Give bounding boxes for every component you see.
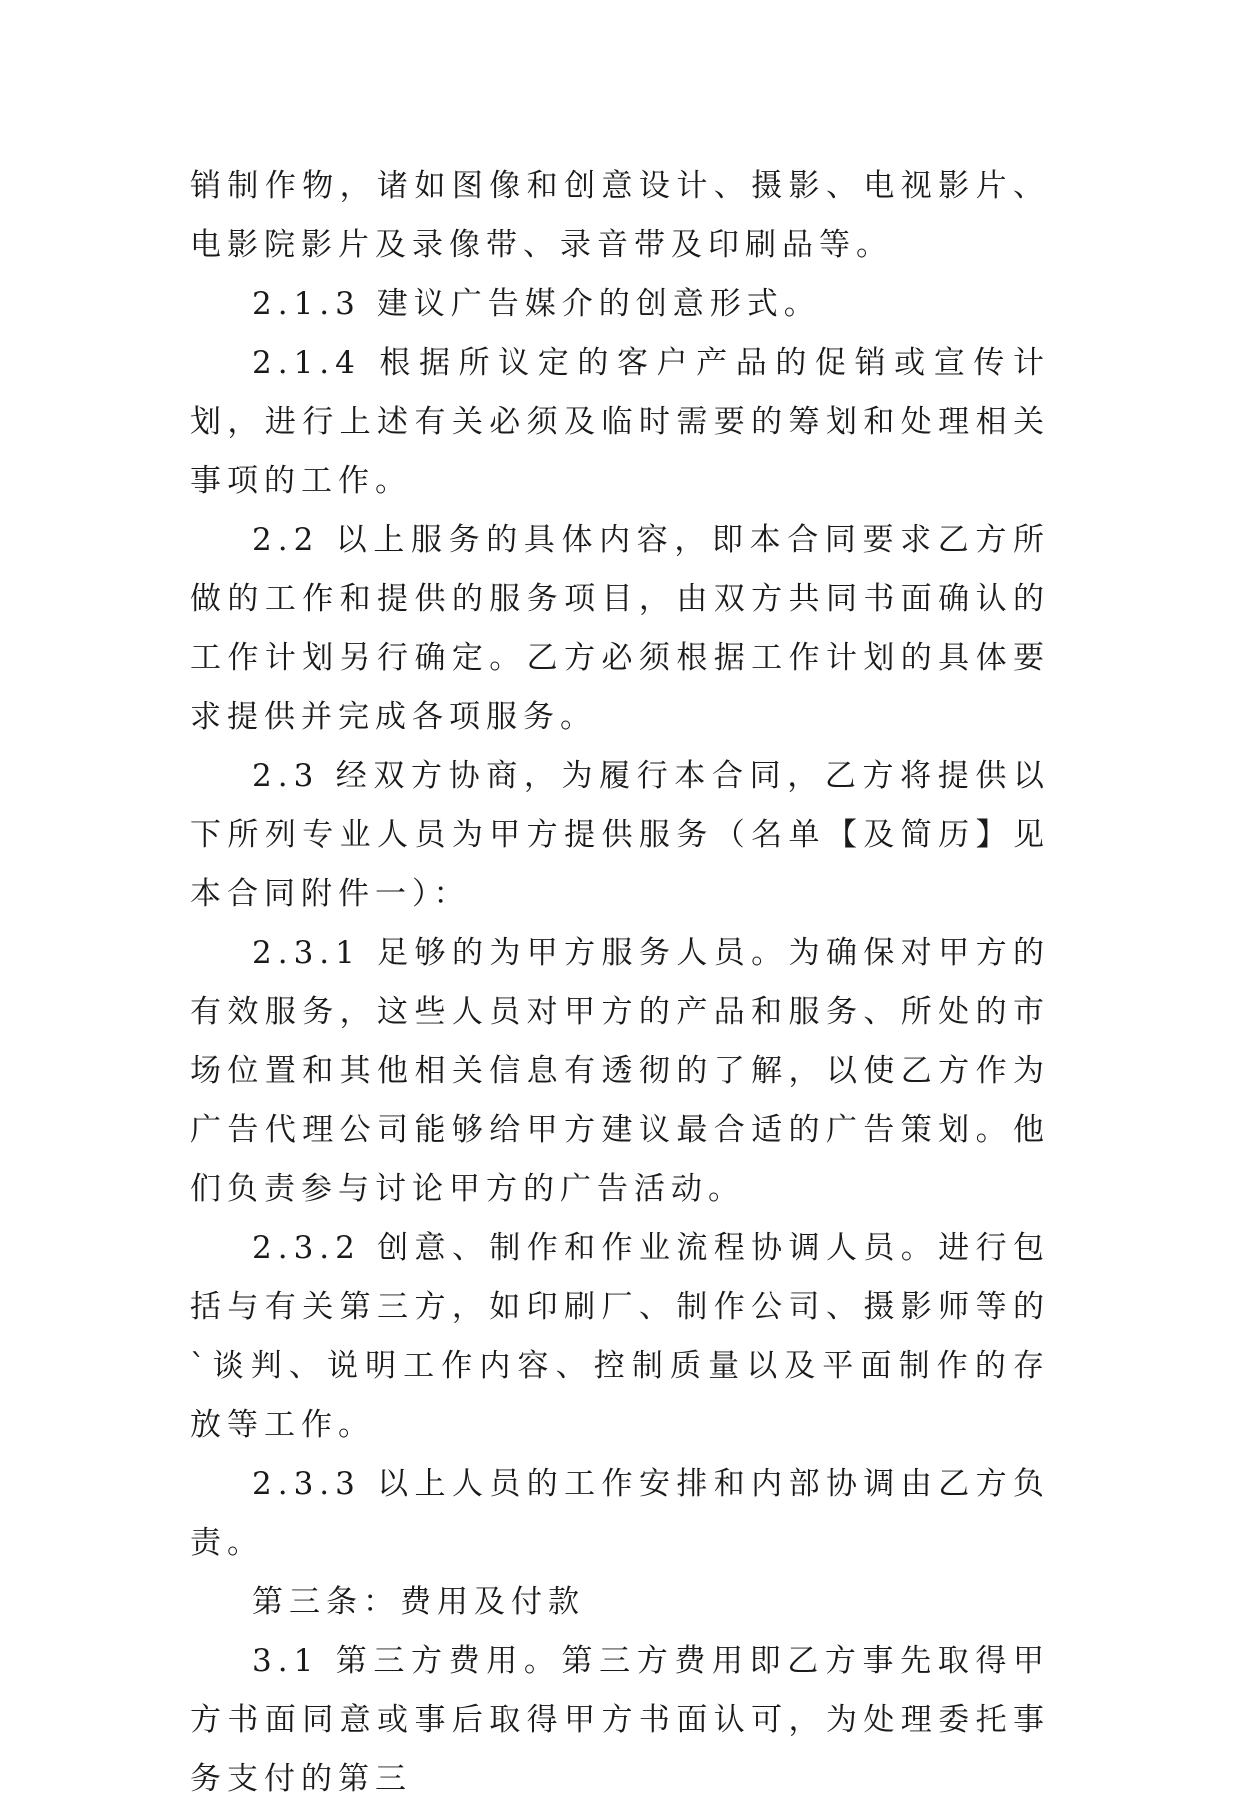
paragraph-3-1: 3.1 第三方费用。第三方费用即乙方事先取得甲方书面同意或事后取得甲方书面认可，为处理委托事务支付的第三 xyxy=(190,1643,1050,1797)
paragraph-2-3-2: 2.3.2 创意、制作和作业流程协调人员。进行包括与有关第三方，如印刷厂、制作公司、摄影师等的`谈判、说明工作内容、控制质量以及平面制作的存放等工作。 xyxy=(190,1230,1050,1443)
document-body xyxy=(190,157,1050,1809)
section-heading-article-3: 第三条：费用及付款 xyxy=(252,1584,585,1620)
paragraph-2-2: 2.2 以上服务的具体内容，即本合同要求乙方所做的工作和提供的服务项目，由双方共同书面确认的工作计划另行确定。乙方必须根据工作计划的具体要求提供并完成各项服务。 xyxy=(190,522,1050,735)
paragraph-2-1-3: 2.1.3 建议广告媒介的创意形式。 xyxy=(252,286,821,322)
paragraph-2-3: 2.3 经双方协商，为履行本合同，乙方将提供以下所列专业人员为甲方提供服务（名单【及简历】见本合同附件一）： xyxy=(190,758,1050,912)
paragraph-2-3-1: 2.3.1 足够的为甲方服务人员。为确保对甲方的有效服务，这些人员对甲方的产品和服务、所处的市场位置和其他相关信息有透彻的了解，以使乙方作为广告代理公司能够给甲方建议最合适的广告策划。他们负责参与讨论甲方的广告活动。 xyxy=(190,935,1050,1207)
paragraph-2-3-3: 2.3.3 以上人员的工作安排和内部协调由乙方负责。 xyxy=(190,1466,1050,1561)
paragraph-continuation: 销制作物，诸如图像和创意设计、摄影、电视影片、电影院影片及录像带、录音带及印刷品等。 xyxy=(190,168,1050,263)
paragraph-2-1-4: 2.1.4 根据所议定的客户产品的促销或宣传计划，进行上述有关必须及临时需要的筹划和处理相关事项的工作。 xyxy=(190,345,1050,499)
